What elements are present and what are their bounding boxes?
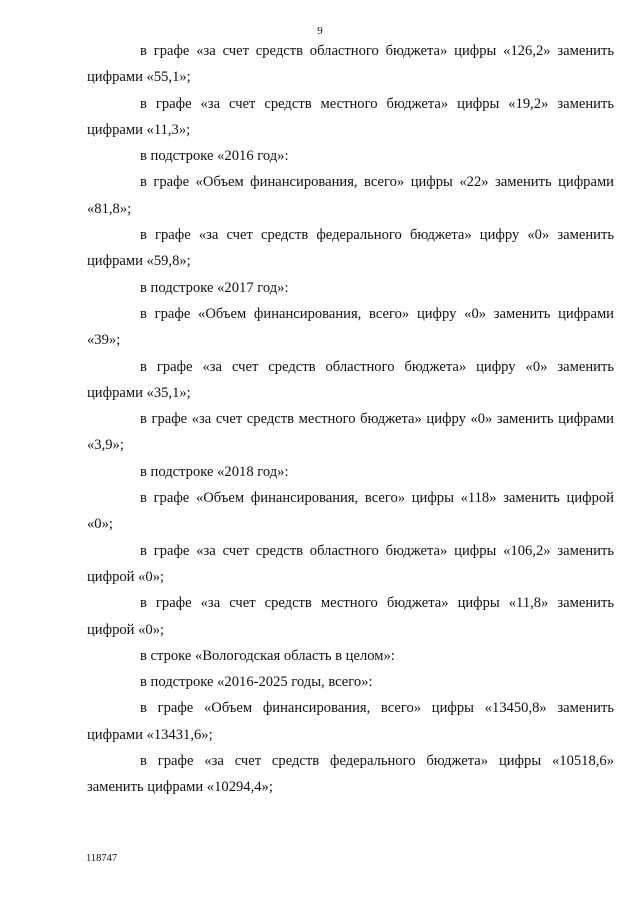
amendment-paragraph: в графе «Объем финансирования, всего» цифру «0» заменить цифрами «39»;	[87, 305, 614, 349]
amendment-paragraph: в графе «за счет средств местного бюджета» цифры «11,8» заменить цифрой «0»;	[87, 595, 614, 638]
amendment-paragraph: в графе «Объем финансирования, всего» цифры «118» заменить цифрой «0»;	[87, 490, 614, 533]
subrow-heading: в подстроке «2016 год»:	[140, 148, 289, 165]
document-body	[87, 38, 614, 801]
page-number: 9	[317, 25, 323, 37]
amendment-paragraph: в графе «за счет средств федерального бюджета» цифру «0» заменить цифрами «59,8»;	[87, 227, 614, 270]
subrow-heading: в подстроке «2016-2025 годы, всего»:	[140, 674, 373, 691]
amendment-paragraph: в графе «за счет средств местного бюджета» цифры «19,2» заменить цифрами «11,3»;	[87, 95, 614, 138]
amendment-paragraph: в графе «за счет средств областного бюджета» цифры «106,2» заменить цифрой «0»;	[87, 542, 614, 585]
document-id: 118747	[86, 853, 118, 864]
amendment-paragraph: в графе «Объем финансирования, всего» цифры «13450,8» заменить цифрами «13431,6»;	[87, 700, 614, 743]
subrow-heading: в подстроке «2017 год»:	[140, 279, 289, 296]
subrow-heading: в подстроке «2018 год»:	[140, 463, 289, 480]
amendment-paragraph: в графе «за счет средств областного бюджета» цифры «126,2» заменить цифрами «55,1»;	[87, 43, 614, 86]
amendment-paragraph: в графе «за счет средств местного бюджета» цифру «0» заменить цифрами «3,9»;	[87, 411, 614, 454]
amendment-paragraph: в графе «за счет средств федерального бюджета» цифры «10518,6» заменить цифрами «10294,4»;	[87, 753, 614, 796]
amendment-paragraph: в графе «за счет средств областного бюджета» цифру «0» заменить цифрами «35,1»;	[87, 358, 614, 401]
amendment-paragraph: в графе «Объем финансирования, всего» цифры «22» заменить цифрами «81,8»;	[87, 174, 614, 217]
row-heading: в строке «Вологодская область в целом»:	[140, 647, 395, 664]
